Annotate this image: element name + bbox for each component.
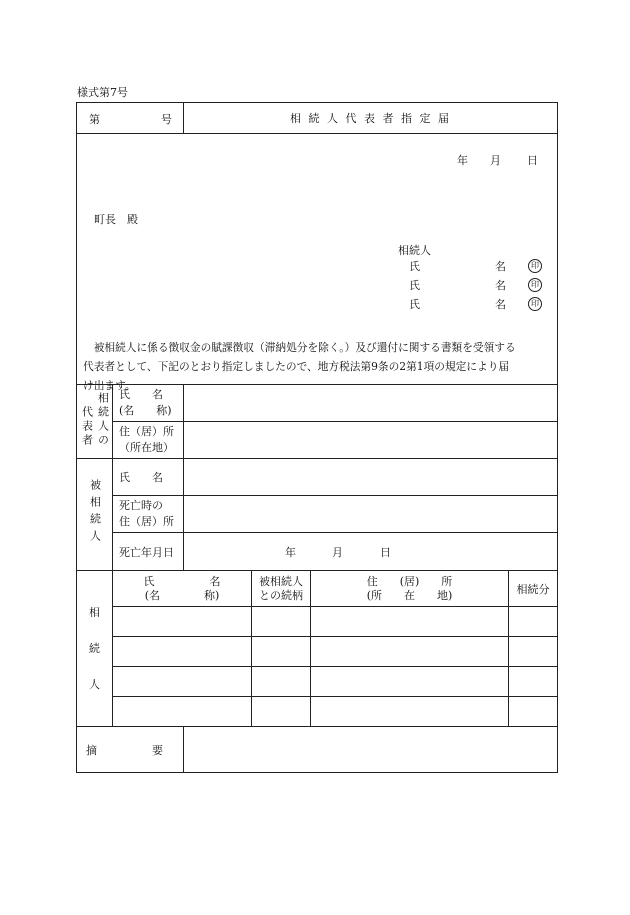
representative-name-label-2: (名 称) <box>119 404 172 417</box>
heirs-address-header-2: (所 在 地) <box>366 588 453 602</box>
date-day: 日 <box>527 154 538 167</box>
heir-name-field[interactable] <box>113 697 252 727</box>
summary-field[interactable] <box>184 727 558 773</box>
heir-1-mei: 名 <box>495 260 506 273</box>
heir-share-field[interactable] <box>509 667 558 697</box>
heirs-label: 相続人 <box>398 244 431 257</box>
heir-name-field[interactable] <box>113 607 252 637</box>
heirs-address-header-1: 住 (居) 所 <box>366 574 453 588</box>
heir-share-field[interactable] <box>509 607 558 637</box>
notification-form <box>76 102 558 773</box>
deceased-group-text: 被相続人 <box>88 479 102 547</box>
table-row <box>77 667 558 697</box>
representative-name-label-1: 氏 名 <box>119 388 163 401</box>
death-date-label: 死亡年月日 <box>113 533 184 571</box>
declaration-line-2: 代表者として、下記のとおり指定しましたので、地方税法第9条の2第1項の規定により届 <box>83 360 510 373</box>
heirs-address-header <box>311 571 509 607</box>
heir-2-mei: 名 <box>495 279 506 292</box>
declaration-line-3: け出ます。 <box>83 379 136 392</box>
document-title: 相 続 人 代 表 者 指 定 届 <box>184 103 558 134</box>
heir-2-shi: 氏 <box>409 279 420 292</box>
seal-icon: 印 <box>528 259 542 273</box>
addressee: 町長 殿 <box>94 213 138 226</box>
heir-relation-field[interactable] <box>252 607 311 637</box>
heirs-name-header-2: (名 称) <box>144 588 220 602</box>
representative-address-label <box>113 422 184 459</box>
seal-icon: 印 <box>528 297 542 311</box>
form-number: 様式第7号 <box>77 86 128 99</box>
representative-group-text-2: 代表者 <box>80 406 94 448</box>
declaration-line-1: 被相続人に係る徴収金の賦課徴収（滞納処分を除く。）及び還付に関する書類を受領する <box>93 341 516 354</box>
table-row <box>77 637 558 667</box>
number-prefix: 第 <box>89 113 100 126</box>
heirs-group-char-3: 人 <box>89 677 100 691</box>
table-row <box>77 607 558 637</box>
heir-name-field[interactable] <box>113 637 252 667</box>
representative-address-field[interactable] <box>184 422 558 459</box>
heirs-group-label <box>77 571 113 727</box>
death-date-year: 年 <box>285 546 296 559</box>
death-date-day: 日 <box>380 546 391 559</box>
date-month: 月 <box>490 154 501 167</box>
document-number-cell <box>77 103 184 134</box>
declaration-block <box>77 134 558 392</box>
heir-address-field[interactable] <box>311 667 509 697</box>
heir-relation-field[interactable] <box>252 667 311 697</box>
representative-group-text-1: 相続人の <box>96 392 110 448</box>
deceased-address-label-2: 住（居）所 <box>119 515 174 528</box>
heir-relation-field[interactable] <box>252 697 311 727</box>
deceased-name-field[interactable] <box>184 459 558 496</box>
heirs-group-char-2: 続 <box>89 641 100 655</box>
heirs-relation-header <box>252 571 311 607</box>
representative-address-label-2: （所在地） <box>119 441 174 454</box>
deceased-address-field[interactable] <box>184 496 558 533</box>
heir-3-mei: 名 <box>495 298 506 311</box>
heir-1-shi: 氏 <box>409 260 420 273</box>
deceased-address-label <box>113 496 184 533</box>
heir-relation-field[interactable] <box>252 637 311 667</box>
number-suffix: 号 <box>161 113 172 126</box>
heirs-group-char-1: 相 <box>89 605 100 619</box>
heir-3-shi: 氏 <box>409 298 420 311</box>
heirs-share-header: 相続分 <box>509 571 558 607</box>
declaration-text <box>83 338 553 395</box>
deceased-name-label: 氏 名 <box>113 459 184 496</box>
heir-share-field[interactable] <box>509 637 558 667</box>
heir-address-field[interactable] <box>311 637 509 667</box>
death-date-field[interactable] <box>184 533 558 571</box>
summary-label: 摘 要 <box>77 727 184 773</box>
heirs-relation-header-2: との続柄 <box>259 588 303 602</box>
heir-share-field[interactable] <box>509 697 558 727</box>
seal-icon: 印 <box>528 278 542 292</box>
heir-address-field[interactable] <box>311 607 509 637</box>
heirs-name-header <box>113 571 252 607</box>
representative-group-label <box>77 385 113 459</box>
heirs-relation-header-1: 被相続人 <box>259 574 303 588</box>
heir-name-field[interactable] <box>113 667 252 697</box>
heir-address-field[interactable] <box>311 697 509 727</box>
deceased-address-label-1: 死亡時の <box>119 499 163 512</box>
representative-address-label-1: 住（居）所 <box>119 425 174 438</box>
table-row <box>77 697 558 727</box>
death-date-month: 月 <box>332 546 343 559</box>
date-year: 年 <box>457 154 468 167</box>
heirs-name-header-1: 氏 名 <box>143 574 221 588</box>
deceased-group-label <box>77 459 113 571</box>
